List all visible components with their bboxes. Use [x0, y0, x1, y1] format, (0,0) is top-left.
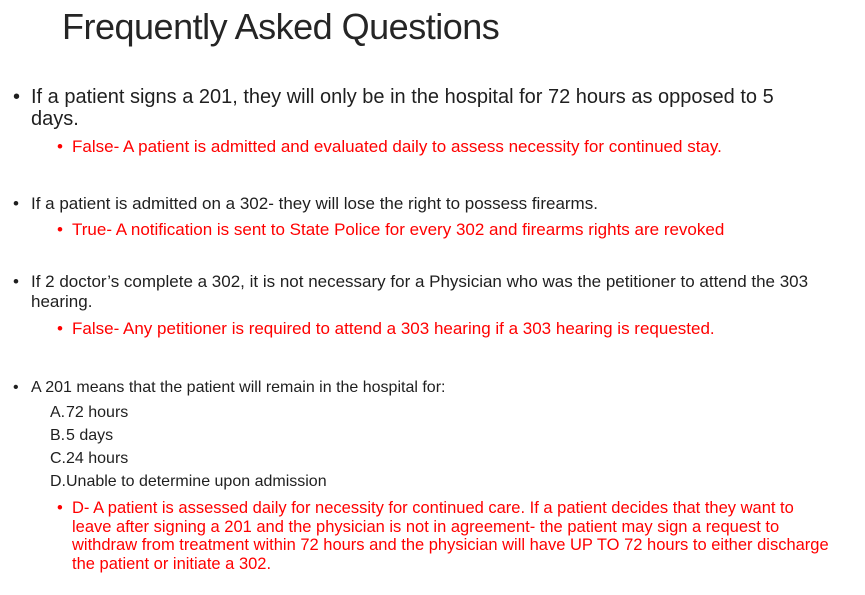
bullet-icon: • [57, 137, 63, 156]
bullet-icon: • [57, 220, 63, 239]
answer-row [0, 319, 855, 338]
question-row [0, 194, 855, 214]
option-text: 5 days [66, 427, 114, 444]
bullet-icon: • [57, 319, 63, 338]
faq-item-3 [0, 272, 855, 338]
bullet-icon: • [13, 86, 21, 108]
answer-text: D- A patient is assessed daily for necessity for continued care. If a patient decides that they want to leave after signing a 201 and the physician is not in agreement- the patient may sign a request to withdraw from treatment within 72 hours and the physician will have UP TO 72 hours to either discharge the patient or initiate a 302. [72, 499, 829, 573]
option-letter: C. [50, 450, 66, 467]
faq-item-2 [0, 194, 855, 239]
question-row [0, 272, 855, 312]
slide-title: Frequently Asked Questions [62, 6, 500, 47]
question-text: A 201 means that the patient will remain in the hospital for: [31, 379, 446, 396]
option-text: 72 hours [66, 404, 129, 421]
bullet-icon: • [13, 194, 19, 213]
bullet-icon: • [13, 272, 19, 291]
option-row-b [50, 424, 855, 447]
option-letter: D. [50, 473, 66, 490]
option-text: 24 hours [66, 450, 129, 467]
option-row-a [50, 401, 855, 424]
faq-item-4 [0, 378, 855, 573]
question-text: If 2 doctor’s complete a 302, it is not necessary for a Physician who was the petitioner to attend the 303 hearing. [31, 272, 809, 311]
answer-options-list [50, 401, 855, 493]
answer-row [0, 137, 855, 156]
bullet-icon: • [57, 499, 63, 517]
question-text: If a patient is admitted on a 302- they will lose the right to possess firearms. [31, 194, 598, 213]
option-text: Unable to determine upon admission [66, 473, 327, 490]
option-row-d [50, 470, 855, 493]
question-row [0, 86, 855, 130]
bullet-icon: • [13, 379, 19, 396]
question-row [0, 378, 855, 398]
faq-item-1 [0, 86, 855, 156]
question-text: If a patient signs a 201, they will only be in the hospital for 72 hours as opposed to 5 days. [31, 86, 774, 130]
answer-row [0, 499, 855, 573]
answer-row [0, 220, 855, 239]
option-letter: B. [50, 427, 66, 444]
option-row-c [50, 447, 855, 470]
answer-text: False- A patient is admitted and evaluated daily to assess necessity for continued stay. [72, 137, 722, 156]
answer-text: True- A notification is sent to State Police for every 302 and firearms rights are revoked [72, 220, 725, 239]
answer-text: False- Any petitioner is required to attend a 303 hearing if a 303 hearing is requested. [72, 319, 715, 338]
option-letter: A. [50, 404, 66, 421]
